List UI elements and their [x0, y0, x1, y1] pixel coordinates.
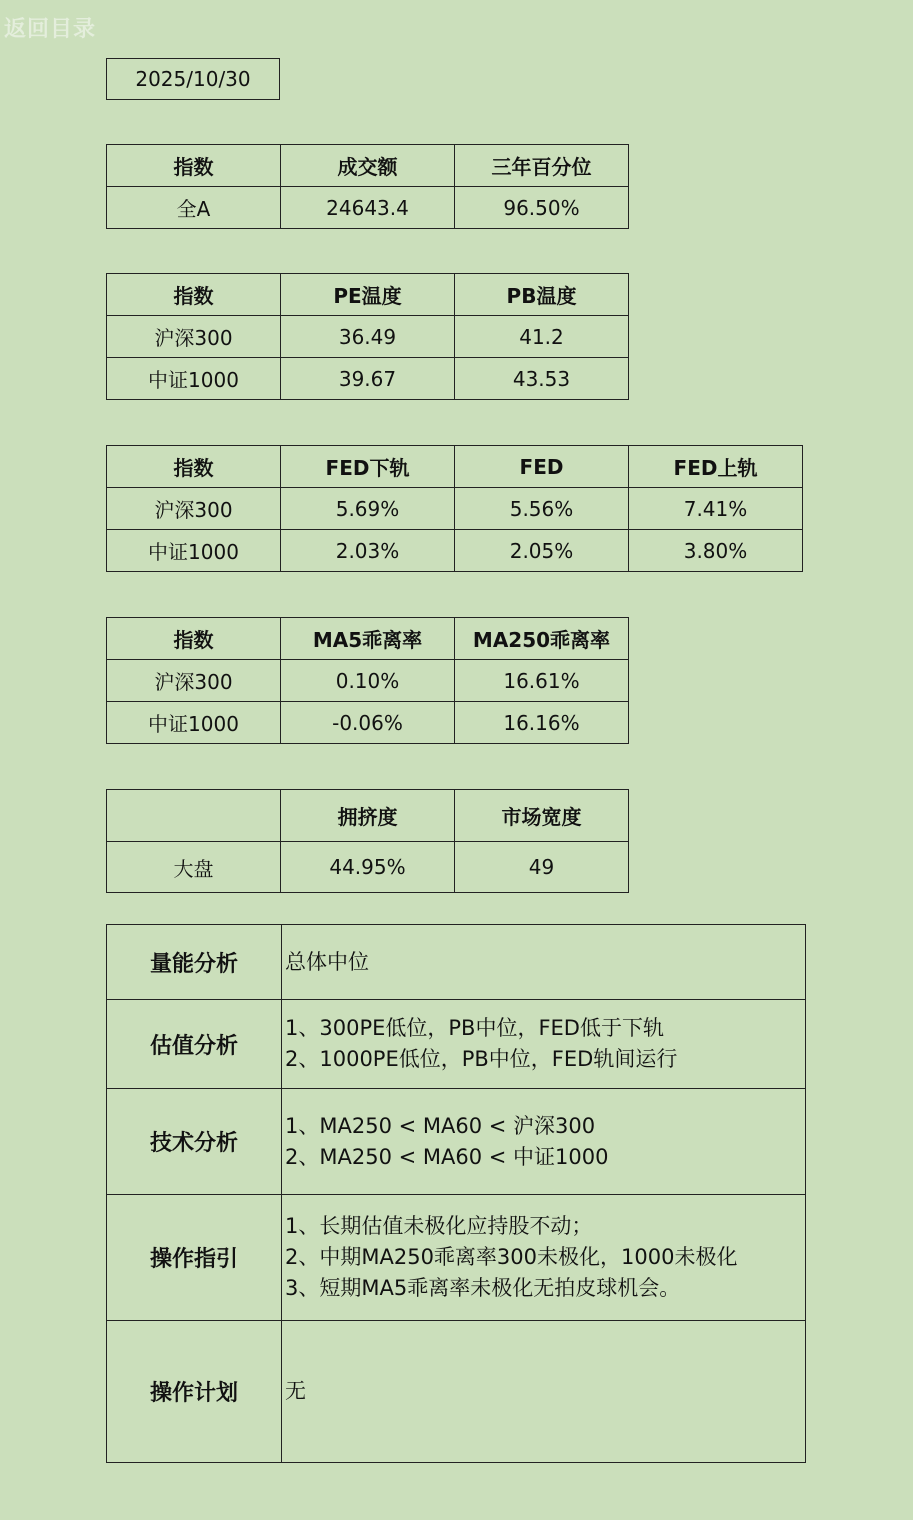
table-cell: 16.16%	[455, 702, 629, 744]
table-cell: 沪深300	[107, 488, 281, 530]
table-cell: 36.49	[281, 316, 455, 358]
table-cell: 41.2	[455, 316, 629, 358]
table-cell: 中证1000	[107, 530, 281, 572]
table-cell: 39.67	[281, 358, 455, 400]
table-cell: 2.05%	[455, 530, 629, 572]
analysis-label: 量能分析	[107, 925, 282, 1000]
header-cell: FED上轨	[629, 446, 803, 488]
table-header-row	[107, 446, 803, 488]
table-header-row	[107, 145, 629, 187]
analysis-content	[282, 1000, 806, 1089]
header-cell: FED下轨	[281, 446, 455, 488]
analysis-table	[106, 924, 806, 1463]
table-row	[107, 358, 629, 400]
header-cell: 拥挤度	[281, 790, 455, 842]
analysis-line: 1、300PE低位，PB中位，FED低于下轨	[285, 1016, 664, 1040]
analysis-content	[282, 1321, 806, 1463]
table-cell: 2.03%	[281, 530, 455, 572]
table-cell: 0.10%	[281, 660, 455, 702]
analysis-line: 1、MA250 < MA60 < 沪深300	[285, 1113, 596, 1138]
header-cell: 指数	[107, 618, 281, 660]
valuation-temperature-table	[106, 273, 629, 400]
analysis-line: 3、短期MA5乖离率未极化无拍皮球机会。	[285, 1276, 681, 1300]
table-cell: 沪深300	[107, 316, 281, 358]
table-cell: 大盘	[107, 842, 281, 893]
report-date: 2025/10/30	[106, 58, 280, 100]
ma-deviation-table	[106, 617, 629, 744]
table-cell: 中证1000	[107, 702, 281, 744]
table-cell: 3.80%	[629, 530, 803, 572]
header-cell: PB温度	[455, 274, 629, 316]
header-cell: 指数	[107, 446, 281, 488]
table-row	[107, 187, 629, 229]
table-header-row	[107, 790, 629, 842]
header-cell	[107, 790, 281, 842]
header-cell: PE温度	[281, 274, 455, 316]
table-cell: 5.56%	[455, 488, 629, 530]
analysis-label: 估值分析	[107, 1000, 282, 1089]
table-cell: 中证1000	[107, 358, 281, 400]
analysis-line: 1、长期估值未极化应持股不动；	[285, 1214, 593, 1238]
table-cell: 24643.4	[281, 187, 455, 229]
table-cell: 沪深300	[107, 660, 281, 702]
table-cell: 全A	[107, 187, 281, 229]
table-header-row	[107, 618, 629, 660]
header-cell: 指数	[107, 145, 281, 187]
analysis-line: 2、MA250 < MA60 < 中证1000	[285, 1144, 609, 1169]
back-to-contents-link[interactable]: 返回目录	[4, 17, 97, 42]
analysis-line: 无	[285, 1379, 306, 1403]
header-cell: 指数	[107, 274, 281, 316]
analysis-row	[107, 1089, 806, 1195]
crowding-table	[106, 789, 629, 893]
header-cell: MA250乖离率	[455, 618, 629, 660]
analysis-line: 总体中位	[285, 949, 369, 974]
table-cell: 44.95%	[281, 842, 455, 893]
header-cell: 市场宽度	[455, 790, 629, 842]
turnover-table	[106, 144, 629, 229]
table-row	[107, 488, 803, 530]
table-cell: 7.41%	[629, 488, 803, 530]
table-cell: 43.53	[455, 358, 629, 400]
analysis-line: 2、1000PE低位，PB中位，FED轨间运行	[285, 1047, 678, 1071]
analysis-label: 技术分析	[107, 1089, 282, 1195]
table-cell: 96.50%	[455, 187, 629, 229]
table-cell: 49	[455, 842, 629, 893]
analysis-row	[107, 1000, 806, 1089]
analysis-row	[107, 1321, 806, 1463]
analysis-label: 操作指引	[107, 1195, 282, 1321]
table-row	[107, 842, 629, 893]
header-cell: FED	[455, 446, 629, 488]
table-cell: -0.06%	[281, 702, 455, 744]
fed-table	[106, 445, 803, 572]
table-row	[107, 530, 803, 572]
analysis-content	[282, 1089, 806, 1195]
table-cell: 5.69%	[281, 488, 455, 530]
analysis-line: 2、中期MA250乖离率300未极化，1000未极化	[285, 1245, 738, 1269]
header-cell: MA5乖离率	[281, 618, 455, 660]
analysis-row	[107, 1195, 806, 1321]
analysis-row	[107, 925, 806, 1000]
header-cell: 成交额	[281, 145, 455, 187]
table-row	[107, 702, 629, 744]
header-cell: 三年百分位	[455, 145, 629, 187]
table-row	[107, 316, 629, 358]
table-header-row	[107, 274, 629, 316]
analysis-label: 操作计划	[107, 1321, 282, 1463]
analysis-content	[282, 1195, 806, 1321]
analysis-content	[282, 925, 806, 1000]
table-cell: 16.61%	[455, 660, 629, 702]
table-row	[107, 660, 629, 702]
